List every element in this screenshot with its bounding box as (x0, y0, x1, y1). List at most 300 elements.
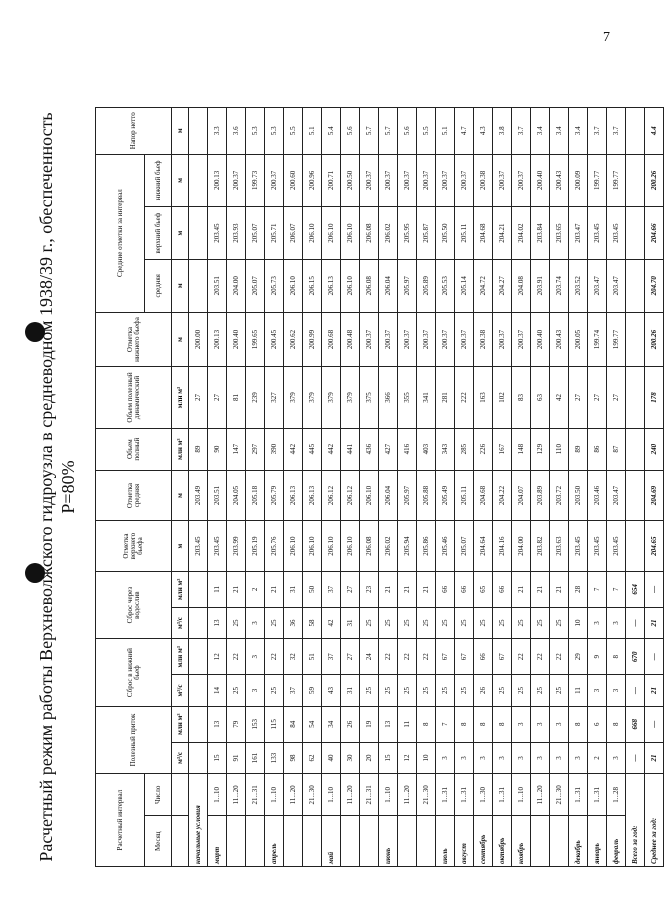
table-cell: 206.10 (303, 207, 322, 260)
total-row (626, 108, 645, 867)
table-cell: 205.07 (246, 207, 265, 260)
table-cell: 21 (645, 607, 664, 639)
table-cell: 6 (588, 706, 607, 742)
table-row (360, 108, 379, 867)
table-cell: 206.04 (379, 470, 398, 521)
document-title: Расчетный режим работы Верхневолжского гидроузла в средневодном 1938/39 г., обеспеченность Р=80% (36, 112, 78, 862)
table-cell: 19 (360, 706, 379, 742)
table-cell: 3.4 (531, 108, 550, 155)
table-cell: 22 (531, 639, 550, 675)
table-cell: 442 (284, 428, 303, 470)
page-number: 7 (603, 30, 610, 45)
header-interval-averages: Средние отметки за интервал (96, 154, 145, 312)
table-cell: 8 (474, 706, 493, 742)
table-cell: 153 (246, 706, 265, 742)
table-cell: 670 (626, 639, 645, 675)
table-cell: 25 (265, 675, 284, 707)
table-cell: 204.68 (474, 470, 493, 521)
table-cell: 3.3 (208, 108, 227, 155)
table-cell: 22 (398, 639, 417, 675)
table-cell: 203.84 (531, 207, 550, 260)
total-label: Всего за год: (626, 774, 645, 867)
table-cell: 205.97 (398, 470, 417, 521)
table-cell: 205.88 (417, 470, 436, 521)
table-cell: 200.37 (455, 154, 474, 207)
table-cell: 200.37 (436, 154, 455, 207)
header-avg: средняя (145, 259, 172, 312)
table-cell: 62 (303, 742, 322, 774)
table-cell: 30 (341, 742, 360, 774)
table-cell: 206.10 (360, 470, 379, 521)
table-cell: 206.12 (341, 470, 360, 521)
table-cell: 5.6 (398, 108, 417, 155)
table-cell: 205.76 (265, 521, 284, 572)
table-cell: 65 (474, 571, 493, 607)
table-cell: 203.65 (550, 207, 569, 260)
table-row (284, 108, 303, 867)
header-inflow: Полезный приток (96, 706, 172, 773)
table-cell: 205.97 (398, 259, 417, 312)
table-cell: — (645, 639, 664, 675)
table-cell: 3 (246, 675, 265, 707)
month-cell: январь (588, 816, 607, 867)
table-cell: 31 (341, 607, 360, 639)
month-cell (227, 816, 246, 867)
table-cell: 43 (322, 675, 341, 707)
days-cell: 1...30 (474, 774, 493, 816)
table-cell: 87 (607, 428, 626, 470)
table-cell: 5.3 (265, 108, 284, 155)
unit-cell: м³/с (172, 675, 189, 707)
rotated-page-content (35, 97, 658, 877)
table-cell: 204.07 (512, 470, 531, 521)
days-cell: 1...31 (455, 774, 474, 816)
table-cell: 25 (360, 675, 379, 707)
unit-cell: млн м³ (172, 367, 189, 428)
table-cell: 3 (512, 742, 531, 774)
table-row (322, 108, 341, 867)
table-cell: 3 (246, 639, 265, 675)
table-cell: 204.08 (512, 259, 531, 312)
table-cell: 25 (455, 607, 474, 639)
table-cell: 25 (550, 607, 569, 639)
table-cell: 205.19 (246, 521, 265, 572)
table-cell: 204.64 (474, 521, 493, 572)
table-cell: 200.62 (284, 312, 303, 367)
table-cell: 25 (379, 675, 398, 707)
table-cell: 206.12 (322, 470, 341, 521)
table-cell: 206.10 (322, 521, 341, 572)
table-cell: 67 (436, 639, 455, 675)
table-cell: 21 (398, 571, 417, 607)
table-cell: 297 (246, 428, 265, 470)
table-cell: 200.37 (398, 154, 417, 207)
table-cell: 11 (569, 675, 588, 707)
table-cell: 403 (417, 428, 436, 470)
table-cell: 204.05 (227, 470, 246, 521)
table-cell: 205.71 (265, 207, 284, 260)
month-cell: август (455, 816, 474, 867)
unit-cell: м (172, 154, 189, 207)
header-avg-lower: нижний бьеф (145, 154, 172, 207)
table-row (398, 108, 417, 867)
table-cell: 163 (474, 367, 493, 428)
table-cell: 5.7 (360, 108, 379, 155)
header-full-volume: Объем полный (96, 428, 172, 470)
table-cell: 654 (626, 571, 645, 607)
table-cell: 203.47 (607, 470, 626, 521)
table-cell: 25 (398, 675, 417, 707)
table-cell: 32 (284, 639, 303, 675)
month-cell: июль (436, 816, 455, 867)
table-cell: 200.71 (322, 154, 341, 207)
table-cell: 25 (398, 607, 417, 639)
table-cell: 3 (455, 742, 474, 774)
table-cell: 67 (493, 639, 512, 675)
table-cell: 200.37 (436, 312, 455, 367)
table-cell: 327 (265, 367, 284, 428)
table-cell: — (645, 706, 664, 742)
table-cell: 21 (512, 571, 531, 607)
unit-cell: млн м³ (172, 428, 189, 470)
table-cell: 205.50 (436, 207, 455, 260)
table-cell: 200.45 (265, 312, 284, 367)
days-cell: 1...10 (379, 774, 398, 816)
month-cell: ноябрь (512, 816, 531, 867)
table-cell: 13 (208, 706, 227, 742)
header-avg-upper: верхний бьеф (145, 207, 172, 260)
table-cell: 206.08 (360, 259, 379, 312)
table-cell: 200.37 (379, 312, 398, 367)
table-cell: 89 (189, 428, 208, 470)
table-cell: 8 (569, 706, 588, 742)
month-cell: март (208, 816, 227, 867)
table-cell: 2 (246, 571, 265, 607)
table-cell: — (626, 742, 645, 774)
table-cell: 226 (474, 428, 493, 470)
table-cell: 31 (284, 571, 303, 607)
table-cell: 200.37 (360, 154, 379, 207)
table-cell: 36 (284, 607, 303, 639)
table-cell: 3 (493, 742, 512, 774)
table-cell: 3 (607, 607, 626, 639)
table-cell: 199.73 (246, 154, 265, 207)
initial-conditions-row (189, 108, 208, 867)
table-cell: 204.69 (645, 470, 664, 521)
table-cell: 8 (607, 639, 626, 675)
table-row (607, 108, 626, 867)
table-cell: 203.93 (227, 207, 246, 260)
table-cell: 5.4 (322, 108, 341, 155)
table-cell: 343 (436, 428, 455, 470)
table-cell: 203.46 (588, 470, 607, 521)
summary-body (626, 108, 664, 867)
table-row (246, 108, 265, 867)
table-cell: 200.09 (569, 154, 588, 207)
table-cell: 110 (550, 428, 569, 470)
days-cell: 21...30 (303, 774, 322, 816)
table-cell: 37 (322, 639, 341, 675)
table-cell: 203.89 (531, 470, 550, 521)
table-cell: 375 (360, 367, 379, 428)
table-cell: 427 (379, 428, 398, 470)
table-cell: 28 (569, 571, 588, 607)
table-cell: 204.22 (493, 470, 512, 521)
table-cell: 59 (303, 675, 322, 707)
table-cell: 200.37 (493, 312, 512, 367)
table-cell: 3.7 (588, 108, 607, 155)
table-cell: 98 (284, 742, 303, 774)
table-cell: 2 (588, 742, 607, 774)
table-cell: 199.77 (607, 312, 626, 367)
table-cell: 203.74 (550, 259, 569, 312)
table-cell: 445 (303, 428, 322, 470)
table-cell: 390 (265, 428, 284, 470)
table-cell: 27 (588, 367, 607, 428)
table-cell: 206.13 (303, 470, 322, 521)
table-cell: 67 (455, 639, 474, 675)
table-cell: 200.40 (227, 312, 246, 367)
table-cell: 222 (455, 367, 474, 428)
table-cell: 5.6 (341, 108, 360, 155)
table-cell: 200.37 (360, 312, 379, 367)
table-cell: 8 (455, 706, 474, 742)
table-cell: 91 (227, 742, 246, 774)
table-cell: 203.82 (531, 521, 550, 572)
table-cell: 5.1 (303, 108, 322, 155)
table-cell: 203.47 (569, 207, 588, 260)
table-cell: 178 (645, 367, 664, 428)
table-cell: 206.07 (284, 207, 303, 260)
table-cell: 3 (588, 607, 607, 639)
month-cell (398, 816, 417, 867)
table-cell: 206.08 (360, 207, 379, 260)
table-cell: 206.10 (322, 207, 341, 260)
table-cell: 3.4 (550, 108, 569, 155)
header-lower-discharge: Сброс в нижний бьеф (96, 639, 172, 706)
table-cell: 58 (303, 607, 322, 639)
table-cell: 26 (341, 706, 360, 742)
table-cell: 203.45 (588, 521, 607, 572)
days-cell: 1...10 (322, 774, 341, 816)
table-cell: 5.1 (436, 108, 455, 155)
table-cell: 200.37 (493, 154, 512, 207)
table-cell: 206.02 (379, 521, 398, 572)
table-cell: 200.99 (303, 312, 322, 367)
table-cell: 3.4 (569, 108, 588, 155)
table-cell: 200.37 (512, 154, 531, 207)
table-cell: 27 (569, 367, 588, 428)
table-cell: 200.37 (455, 312, 474, 367)
table-cell: 81 (227, 367, 246, 428)
table-cell: 25 (493, 607, 512, 639)
table-cell: 167 (493, 428, 512, 470)
table-cell: 147 (227, 428, 246, 470)
days-cell: 11...20 (227, 774, 246, 816)
table-cell: 25 (531, 607, 550, 639)
month-cell (303, 816, 322, 867)
table-cell: 89 (569, 428, 588, 470)
table-cell: 42 (550, 367, 569, 428)
table-cell: 199.74 (588, 312, 607, 367)
table-cell: 200.00 (189, 312, 208, 367)
table-cell: 205.07 (246, 259, 265, 312)
table-cell: 3.7 (607, 108, 626, 155)
table-cell: 3.8 (493, 108, 512, 155)
month-cell (246, 816, 265, 867)
header-average-level: Отметка средняя (96, 470, 172, 521)
table-cell: 200.40 (531, 154, 550, 207)
table-cell: 379 (341, 367, 360, 428)
table-cell: 203.47 (588, 259, 607, 312)
table-cell: 22 (550, 639, 569, 675)
table-cell: 37 (322, 571, 341, 607)
table-cell: 205.14 (455, 259, 474, 312)
table-cell: 204.65 (645, 521, 664, 572)
table-cell: 21 (645, 675, 664, 707)
table-cell: 206.13 (284, 470, 303, 521)
table-body (189, 108, 626, 867)
table-cell: 200.13 (208, 154, 227, 207)
table-cell: 66 (436, 571, 455, 607)
table-cell: 66 (474, 639, 493, 675)
header-days: Число (145, 774, 172, 816)
table-cell: 199.77 (588, 154, 607, 207)
days-cell: 1...31 (588, 774, 607, 816)
unit-cell: м (172, 207, 189, 260)
table-cell: 203.50 (569, 470, 588, 521)
table-cell: 22 (512, 639, 531, 675)
table-cell: 22 (379, 639, 398, 675)
table-cell: 29 (569, 639, 588, 675)
table-cell: 15 (208, 742, 227, 774)
table-cell: 205.18 (246, 470, 265, 521)
table-cell: 27 (341, 639, 360, 675)
table-cell: 379 (284, 367, 303, 428)
table-cell: 203.49 (189, 470, 208, 521)
table-cell: 148 (512, 428, 531, 470)
table-cell: 3 (512, 706, 531, 742)
table-cell: 40 (322, 742, 341, 774)
table-row (265, 108, 284, 867)
days-cell: 11...20 (284, 774, 303, 816)
unit-cell: млн м³ (172, 639, 189, 675)
table-cell: 200.05 (569, 312, 588, 367)
table-cell: 205.11 (455, 207, 474, 260)
month-cell (341, 816, 360, 867)
table-cell: 25 (474, 607, 493, 639)
table-cell: 341 (417, 367, 436, 428)
table-cell: 25 (360, 607, 379, 639)
table-cell: 200.37 (417, 154, 436, 207)
table-cell: 203.45 (189, 521, 208, 572)
table-cell: 12 (398, 742, 417, 774)
month-cell: декабрь (569, 816, 588, 867)
table-cell: 200.37 (398, 312, 417, 367)
table-cell: 281 (436, 367, 455, 428)
table-cell: 14 (208, 675, 227, 707)
table-cell: 416 (398, 428, 417, 470)
table-cell: 200.50 (341, 154, 360, 207)
table-cell: 199.77 (607, 154, 626, 207)
unit-cell: м (172, 259, 189, 312)
month-cell: февраль (607, 816, 626, 867)
table-cell: 205.94 (398, 521, 417, 572)
table-cell: 79 (227, 706, 246, 742)
table-cell: 205.87 (417, 207, 436, 260)
table-cell: 200.37 (512, 312, 531, 367)
table-cell: 133 (265, 742, 284, 774)
month-cell: октябрь (493, 816, 512, 867)
table-cell: 205.89 (417, 259, 436, 312)
table-row (455, 108, 474, 867)
table-cell: 441 (341, 428, 360, 470)
table-cell: 3 (531, 706, 550, 742)
table-cell: 21 (417, 571, 436, 607)
table-cell: 21 (379, 571, 398, 607)
table-cell: 205.79 (265, 470, 284, 521)
table-cell: 7 (436, 706, 455, 742)
table-cell: 21 (645, 742, 664, 774)
table-cell: 129 (531, 428, 550, 470)
table-cell: 8 (607, 706, 626, 742)
table-cell: 42 (322, 607, 341, 639)
table-cell: 50 (303, 571, 322, 607)
table-row (550, 108, 569, 867)
table-row (341, 108, 360, 867)
table-cell: 204.66 (645, 207, 664, 260)
table-cell: 10 (417, 742, 436, 774)
table-cell: 203.45 (607, 207, 626, 260)
days-cell: 1...10 (208, 774, 227, 816)
header-lower-level: Отметка нижнего бьефа (96, 312, 172, 367)
table-cell: 3 (474, 742, 493, 774)
table-cell: 204.00 (227, 259, 246, 312)
table-cell: 3 (436, 742, 455, 774)
table-cell: 25 (417, 675, 436, 707)
table-cell: 22 (227, 639, 246, 675)
table-cell: 13 (208, 607, 227, 639)
table-cell: 436 (360, 428, 379, 470)
table-cell: 205.53 (436, 259, 455, 312)
table-cell: 203.45 (569, 521, 588, 572)
table-cell: 206.10 (284, 521, 303, 572)
header-interval: Расчетный интервал (96, 774, 145, 867)
table-cell: 200.96 (303, 154, 322, 207)
table-cell: 205.86 (417, 521, 436, 572)
table-cell: 3.6 (227, 108, 246, 155)
month-cell (417, 816, 436, 867)
table-cell: 7 (588, 571, 607, 607)
unit-cell: млн м³ (172, 706, 189, 742)
table-cell: 25 (227, 607, 246, 639)
table-cell: 206.10 (284, 259, 303, 312)
month-cell: май (322, 816, 341, 867)
days-cell: 1...31 (436, 774, 455, 816)
table-row (512, 108, 531, 867)
table-cell: 204.68 (474, 207, 493, 260)
table-cell: 205.49 (436, 470, 455, 521)
table-cell: 203.45 (208, 521, 227, 572)
table-row (208, 108, 227, 867)
table-row (474, 108, 493, 867)
table-cell: 25 (455, 675, 474, 707)
table-cell: 27 (341, 571, 360, 607)
table-row (569, 108, 588, 867)
table-cell: 200.26 (645, 154, 664, 207)
unit-cell: м (172, 470, 189, 521)
table-cell: 200.38 (474, 154, 493, 207)
